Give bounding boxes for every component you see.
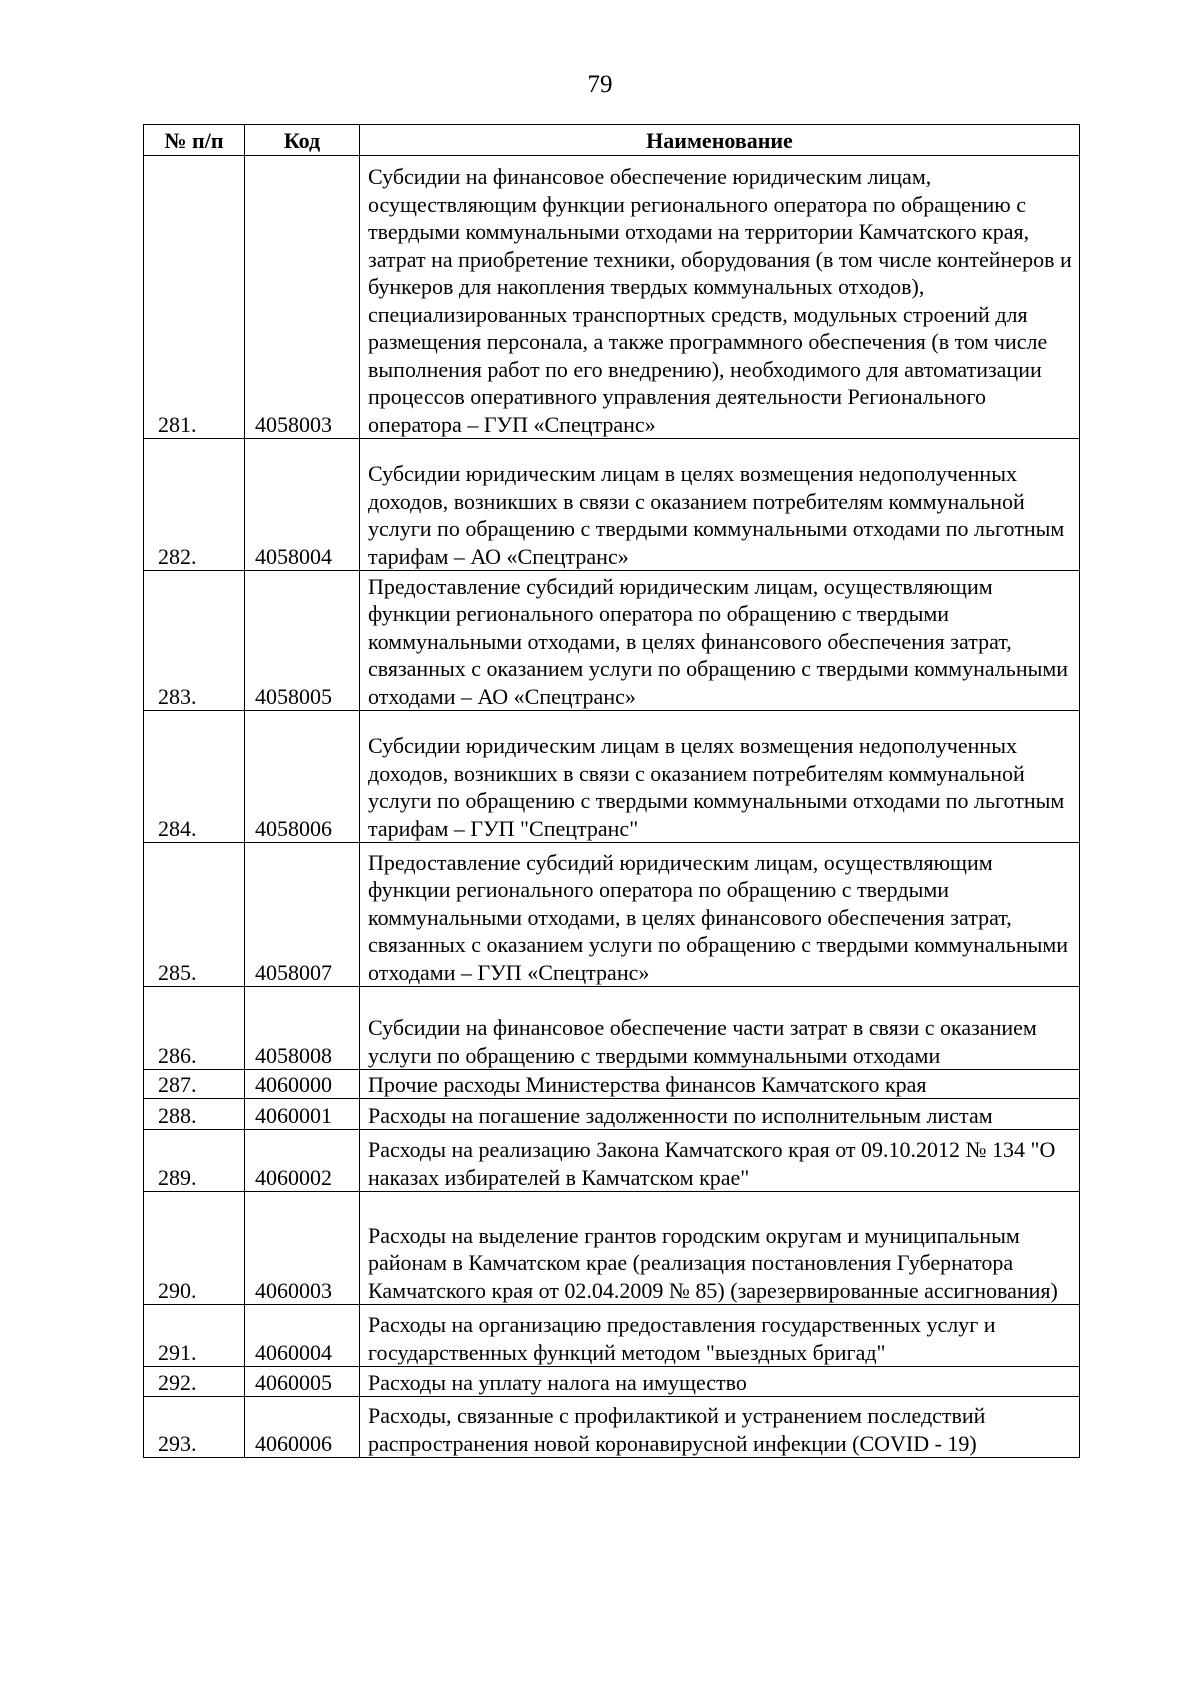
header-number: № п/п: [144, 125, 245, 156]
row-number: 292.: [144, 1367, 245, 1397]
header-name: Наименование: [360, 125, 1080, 156]
row-number: 283.: [144, 571, 245, 711]
row-name: Расходы на реализацию Закона Камчатского края от 09.10.2012 № 134 "О наказах избирателей в Камчатском крае": [360, 1130, 1080, 1192]
row-number: 282.: [144, 439, 245, 571]
table-row: [144, 571, 1080, 711]
row-code: 4058006: [245, 711, 360, 843]
table-row: [144, 439, 1080, 571]
row-code: 4060001: [245, 1099, 360, 1130]
row-name: Прочие расходы Министерства финансов Камчатского края: [360, 1070, 1080, 1099]
table-row: [144, 1099, 1080, 1130]
row-number: 289.: [144, 1130, 245, 1192]
row-number: 284.: [144, 711, 245, 843]
row-name: Расходы на выделение грантов городским округам и муниципальным районам в Камчатском крае (реализация постановления Губернатора Камчатского края от 02.04.2009 № 85) (зарезервированные ассигнования): [360, 1192, 1080, 1305]
header-code: Код: [245, 125, 360, 156]
row-name: Расходы на уплату налога на имущество: [360, 1367, 1080, 1397]
row-number: 293.: [144, 1397, 245, 1458]
table-row: [144, 156, 1080, 439]
table-row: [144, 1192, 1080, 1305]
row-name: Расходы на организацию предоставления государственных услуг и государственных функций методом "выездных бригад": [360, 1305, 1080, 1367]
row-code: 4060006: [245, 1397, 360, 1458]
row-name: Субсидии на финансовое обеспечение юридическим лицам, осуществляющим функции регионального оператора по обращению с твердыми коммунальными отходами на территории Камчатского края, затрат на приобретение техники, оборудования (в том числе контейнеров и бункеров для накопления твердых коммунальных отходов), специализированных транспортных средств, модульных строений для размещения персонала, а также программного обеспечения (в том числе выполнения работ по его внедрению), необходимого для автоматизации процессов оперативного управления деятельности Регионального оператора – ГУП «Спецтранс»: [360, 156, 1080, 439]
row-number: 291.: [144, 1305, 245, 1367]
row-number: 290.: [144, 1192, 245, 1305]
row-name: Предоставление субсидий юридическим лицам, осуществляющим функции регионального оператора по обращению с твердыми коммунальными отходами, в целях финансового обеспечения затрат, связанных с оказанием услуги по обращению с твердыми коммунальными отходами – ГУП «Спецтранс»: [360, 843, 1080, 987]
row-name: Субсидии на финансовое обеспечение части затрат в связи с оказанием услуги по обращению с твердыми коммунальными отходами: [360, 987, 1080, 1070]
row-number: 288.: [144, 1099, 245, 1130]
budget-codes-table: [143, 124, 1080, 1458]
table-row: [144, 1130, 1080, 1192]
row-code: 4060002: [245, 1130, 360, 1192]
row-name: Расходы, связанные с профилактикой и устранением последствий распространения новой коронавирусной инфекции (COVID - 19): [360, 1397, 1080, 1458]
row-number: 287.: [144, 1070, 245, 1099]
row-name: Предоставление субсидий юридическим лицам, осуществляющим функции регионального оператора по обращению с твердыми коммунальными отходами, в целях финансового обеспечения затрат, связанных с оказанием услуги по обращению с твердыми коммунальными отходами – АО «Спецтранс»: [360, 571, 1080, 711]
row-code: 4060004: [245, 1305, 360, 1367]
table-row: [144, 843, 1080, 987]
row-code: 4060005: [245, 1367, 360, 1397]
row-number: 286.: [144, 987, 245, 1070]
table-row: [144, 1367, 1080, 1397]
table-row: [144, 1397, 1080, 1458]
row-number: 285.: [144, 843, 245, 987]
row-code: 4060000: [245, 1070, 360, 1099]
row-name: Расходы на погашение задолженности по исполнительным листам: [360, 1099, 1080, 1130]
row-name: Субсидии юридическим лицам в целях возмещения недополученных доходов, возникших в связи с оказанием потребителям коммунальной услуги по обращению с твердыми коммунальными отходами по льготным тарифам – АО «Спецтранс»: [360, 439, 1080, 571]
row-code: 4058003: [245, 156, 360, 439]
table-header-row: [144, 125, 1080, 156]
table-row: [144, 1305, 1080, 1367]
row-code: 4058005: [245, 571, 360, 711]
row-name: Субсидии юридическим лицам в целях возмещения недополученных доходов, возникших в связи с оказанием потребителям коммунальной услуги по обращению с твердыми коммунальными отходами по льготным тарифам – ГУП "Спецтранс": [360, 711, 1080, 843]
table-row: [144, 1070, 1080, 1099]
row-number: 281.: [144, 156, 245, 439]
row-code: 4058007: [245, 843, 360, 987]
row-code: 4058004: [245, 439, 360, 571]
table-row: [144, 987, 1080, 1070]
table-row: [144, 711, 1080, 843]
page-number: 79: [587, 71, 613, 98]
row-code: 4060003: [245, 1192, 360, 1305]
row-code: 4058008: [245, 987, 360, 1070]
